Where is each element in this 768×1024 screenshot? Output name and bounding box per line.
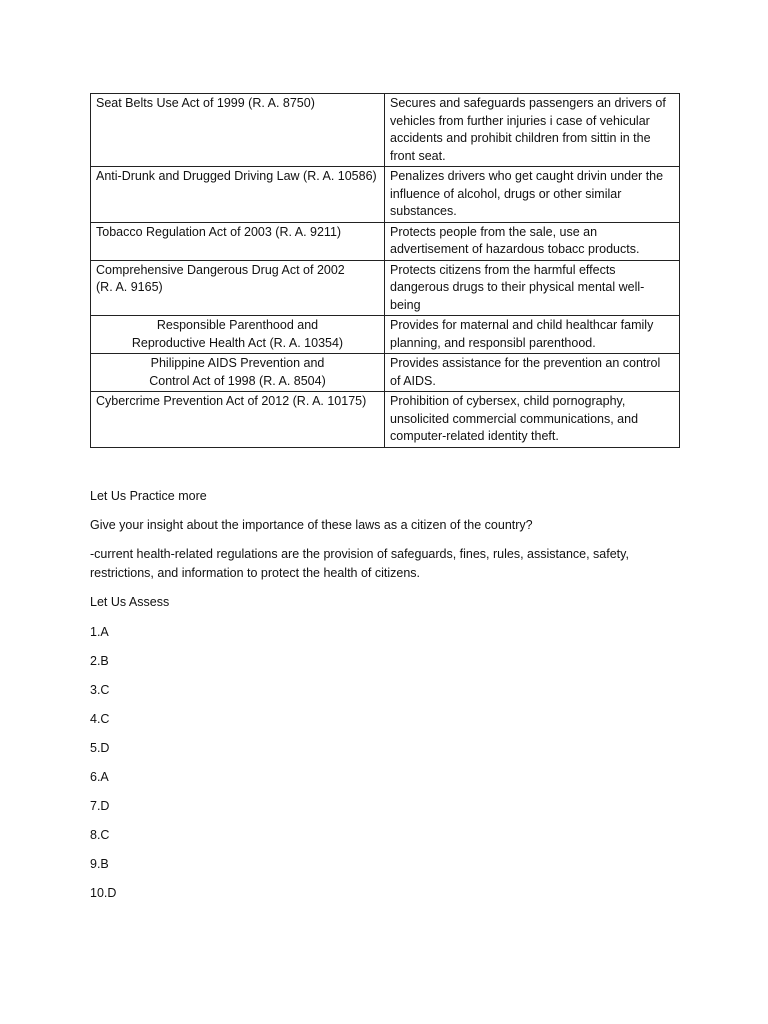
law-name-line: Comprehensive Dangerous Drug Act of 2002 bbox=[96, 262, 345, 277]
practice-answer: -current health-related regulations are the provision of safeguards, fines, rules, assistance, safety, restrictions, and information to protect the health of citizens. bbox=[90, 547, 629, 580]
practice-question: Give your insight about the importance of these laws as a citizen of the country? bbox=[90, 518, 533, 532]
law-description-cell: Protects citizens from the harmful effects dangerous drugs to their physical mental well-being bbox=[385, 260, 680, 316]
law-description-cell: Provides assistance for the prevention an control of AIDS. bbox=[385, 354, 680, 392]
law-name-cell: Cybercrime Prevention Act of 2012 (R. A. 10175) bbox=[91, 392, 385, 448]
health-laws-table bbox=[90, 93, 680, 448]
assess-answer: 1.A bbox=[90, 625, 109, 639]
assess-heading: Let Us Assess bbox=[90, 595, 170, 609]
law-description-cell: Protects people from the sale, use an advertisement of hazardous tobacc products. bbox=[385, 222, 680, 260]
table-row bbox=[91, 316, 680, 354]
law-name-cell: Seat Belts Use Act of 1999 (R. A. 8750) bbox=[91, 94, 385, 167]
assess-answer: 2.B bbox=[90, 654, 109, 668]
law-name-line: Philippine AIDS Prevention and bbox=[150, 356, 325, 370]
practice-heading: Let Us Practice more bbox=[90, 489, 207, 503]
assess-answer: 3.C bbox=[90, 683, 110, 697]
assess-answer: 8.C bbox=[90, 828, 110, 842]
assess-answer: 9.B bbox=[90, 857, 109, 871]
law-description-cell: Provides for maternal and child healthcar family planning, and responsibl parenthood. bbox=[385, 316, 680, 354]
law-description-cell: Secures and safeguards passengers an drivers of vehicles from further injuries i case of vehicular accidents and prohibit children from sittin in the front seat. bbox=[385, 94, 680, 167]
law-description-cell: Prohibition of cybersex, child pornography, unsolicited commercial communications, and computer-related identity theft. bbox=[385, 392, 680, 448]
law-name-line: Control Act of 1998 (R. A. 8504) bbox=[149, 373, 326, 388]
assess-answer: 10.D bbox=[90, 886, 117, 900]
law-name-cell bbox=[91, 316, 385, 354]
law-name-cell: Anti-Drunk and Drugged Driving Law (R. A. 10586) bbox=[91, 167, 385, 223]
table-row bbox=[91, 354, 680, 392]
law-name-line: Responsible Parenthood and bbox=[156, 318, 319, 332]
law-name-cell: Tobacco Regulation Act of 2003 (R. A. 9211) bbox=[91, 222, 385, 260]
assess-answer: 4.C bbox=[90, 712, 110, 726]
law-name-cell bbox=[91, 354, 385, 392]
law-name-line: (R. A. 9165) bbox=[96, 280, 163, 294]
table-row bbox=[91, 392, 680, 448]
law-description-cell: Penalizes drivers who get caught drivin under the influence of alcohol, drugs or other similar substances. bbox=[385, 167, 680, 223]
assess-answer: 7.D bbox=[90, 799, 110, 813]
table-row bbox=[91, 222, 680, 260]
assess-answer: 6.A bbox=[90, 770, 109, 784]
assess-answer: 5.D bbox=[90, 741, 110, 755]
table-row bbox=[91, 167, 680, 223]
table-row bbox=[91, 260, 680, 316]
law-name-line: Reproductive Health Act (R. A. 10354) bbox=[131, 335, 344, 350]
table-row bbox=[91, 94, 680, 167]
law-name-cell bbox=[91, 260, 385, 316]
